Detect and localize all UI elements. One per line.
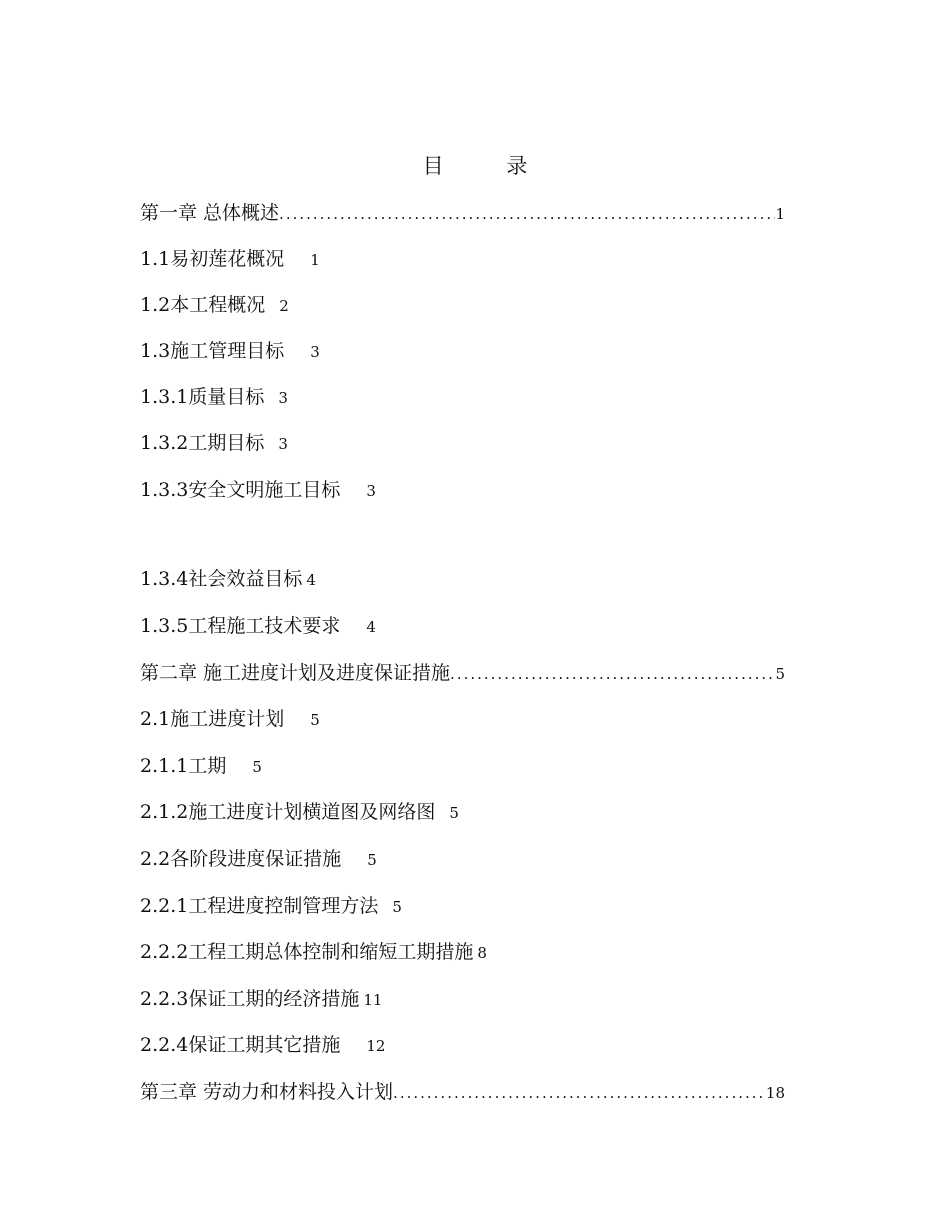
toc-page-number: 4 — [366, 618, 376, 636]
toc-page-number: 5 — [392, 898, 402, 916]
toc-page-number: 1 — [775, 205, 785, 223]
toc-entry-2-2[interactable] — [140, 846, 785, 872]
toc-label: 2.2.1工程进度控制管理方法 — [140, 895, 379, 917]
toc-title: 目 录 — [422, 154, 556, 178]
toc-label: 1.3.5工程施工技术要求 — [140, 615, 341, 637]
toc-label: 第三章 劳动力和材料投入计划 — [140, 1081, 394, 1103]
toc-entry-1-3-1[interactable] — [140, 384, 785, 410]
toc-label: 2.2.4保证工期其它措施 — [140, 1034, 341, 1056]
toc-label: 1.3.3安全文明施工目标 — [140, 479, 341, 501]
toc-label: 2.2.2工程工期总体控制和缩短工期措施 — [140, 941, 474, 963]
toc-label: 第一章 总体概述 — [140, 202, 280, 224]
toc-page-number: 5 — [775, 665, 785, 683]
toc-entry-1-3-4[interactable] — [140, 566, 785, 592]
toc-page-number: 8 — [477, 944, 487, 962]
toc-page-number: 3 — [278, 435, 288, 453]
toc-label: 2.1施工进度计划 — [140, 708, 285, 730]
toc-page-number: 4 — [306, 571, 316, 589]
toc-page-number: 1 — [310, 251, 320, 269]
toc-entry-1-3-3[interactable] — [140, 477, 785, 503]
toc-label: 2.2各阶段进度保证措施 — [140, 848, 342, 870]
toc-page-number: 5 — [252, 758, 262, 776]
toc-label: 1.3.2工期目标 — [140, 432, 265, 454]
toc-entry-2-2-3[interactable] — [140, 986, 785, 1012]
toc-entry-2-2-4[interactable] — [140, 1032, 785, 1058]
toc-label: 2.2.3保证工期的经济措施 — [140, 988, 360, 1010]
toc-label: 2.1.2施工进度计划横道图及网络图 — [140, 801, 436, 823]
toc-page-number: 3 — [366, 482, 376, 500]
toc-label: 1.1易初莲花概况 — [140, 248, 285, 270]
toc-page-number: 2 — [279, 297, 289, 315]
toc-page-number: 5 — [310, 711, 320, 729]
dot-leader — [450, 661, 775, 687]
toc-entry-1-3[interactable] — [140, 338, 785, 364]
toc-label: 2.1.1工期 — [140, 755, 227, 777]
toc-page-number: 11 — [363, 991, 383, 1009]
toc-entry-2-1-2[interactable] — [140, 799, 785, 825]
toc-label: 1.2本工程概况 — [140, 294, 266, 316]
toc-label: 1.3施工管理目标 — [140, 340, 285, 362]
toc-page-number: 3 — [278, 389, 288, 407]
toc-page-number: 5 — [449, 804, 459, 822]
toc-page-number: 5 — [367, 851, 377, 869]
toc-label: 1.3.1质量目标 — [140, 386, 265, 408]
toc-entry-1-3-5[interactable] — [140, 613, 785, 639]
toc-entry-1-3-2[interactable] — [140, 430, 785, 456]
toc-chapter-2[interactable] — [140, 660, 785, 686]
toc-page-number: 3 — [310, 343, 320, 361]
dot-leader — [279, 201, 775, 227]
toc-page-number: 12 — [366, 1037, 386, 1055]
toc-page-number: 18 — [765, 1084, 785, 1102]
toc-entry-2-2-1[interactable] — [140, 893, 785, 919]
toc-entry-1-1[interactable] — [140, 246, 785, 272]
toc-entry-2-1-1[interactable] — [140, 753, 785, 779]
dot-leader — [393, 1080, 766, 1106]
toc-label: 1.3.4社会效益目标 — [140, 568, 303, 590]
toc-entry-1-2[interactable] — [140, 292, 785, 318]
toc-label: 第二章 施工进度计划及进度保证措施 — [140, 662, 451, 684]
toc-entry-2-2-2[interactable] — [140, 939, 785, 965]
toc-chapter-1[interactable] — [140, 200, 785, 226]
toc-chapter-3[interactable] — [140, 1079, 785, 1105]
toc-entry-2-1[interactable] — [140, 706, 785, 732]
